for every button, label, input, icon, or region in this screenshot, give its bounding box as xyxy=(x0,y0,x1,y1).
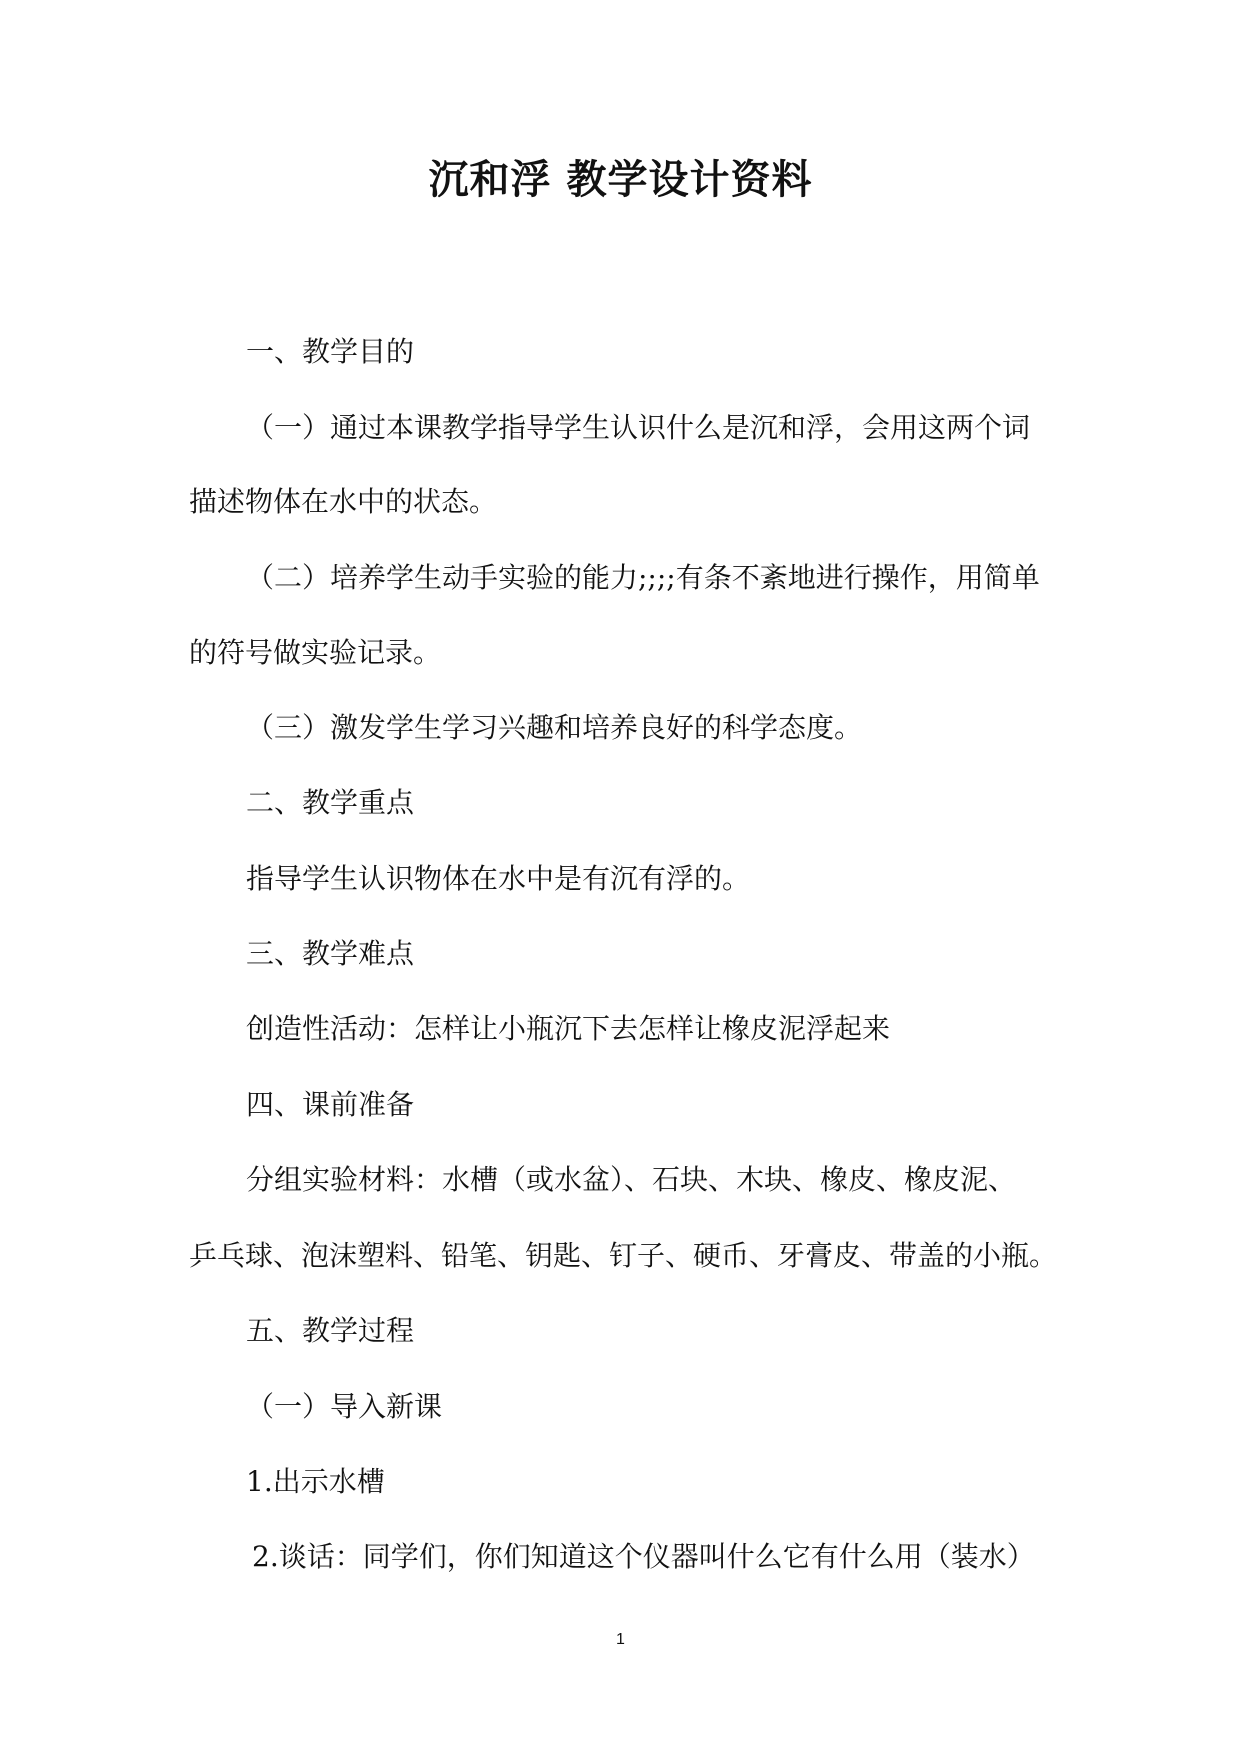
paragraph-line: （一）通过本课教学指导学生认识什么是沉和浮，会用这两个词 xyxy=(246,411,1031,444)
paragraph-line: 指导学生认识物体在水中是有沉有浮的。 xyxy=(246,862,751,895)
section-heading-process: 五、教学过程 xyxy=(246,1314,415,1347)
section-heading-difficulties: 三、教学难点 xyxy=(246,937,415,970)
subsection-heading: （一）导入新课 xyxy=(246,1390,443,1423)
paragraph-line: （三）激发学生学习兴趣和培养良好的科学态度。 xyxy=(246,711,863,744)
section-heading-preparation: 四、课前准备 xyxy=(246,1088,415,1121)
paragraph-line: 分组实验材料：水槽（或水盆）、石块、木块、橡皮、橡皮泥、 xyxy=(246,1163,1017,1196)
document-title: 沉和浮 教学设计资料 xyxy=(428,156,813,203)
paragraph-line: 创造性活动：怎样让小瓶沉下去怎样让橡皮泥浮起来 xyxy=(246,1012,891,1045)
section-heading-objectives: 一、教学目的 xyxy=(246,335,415,368)
page-number: 1 xyxy=(616,1631,625,1648)
paragraph-line: 的符号做实验记录。 xyxy=(189,636,442,669)
list-item: 1.出示水槽 xyxy=(246,1465,385,1498)
list-item: 2.谈话：同学们，你们知道这个仪器叫什么它有什么用（装水） xyxy=(252,1540,1035,1573)
section-heading-key-points: 二、教学重点 xyxy=(246,786,415,819)
paragraph-line: （二）培养学生动手实验的能力;;;;有条不紊地进行操作，用简单 xyxy=(246,561,1040,594)
paragraph-line: 乒乓球、泡沫塑料、铅笔、钥匙、钉子、硬币、牙膏皮、带盖的小瓶。 xyxy=(189,1239,1058,1272)
paragraph-line: 描述物体在水中的状态。 xyxy=(189,485,498,518)
